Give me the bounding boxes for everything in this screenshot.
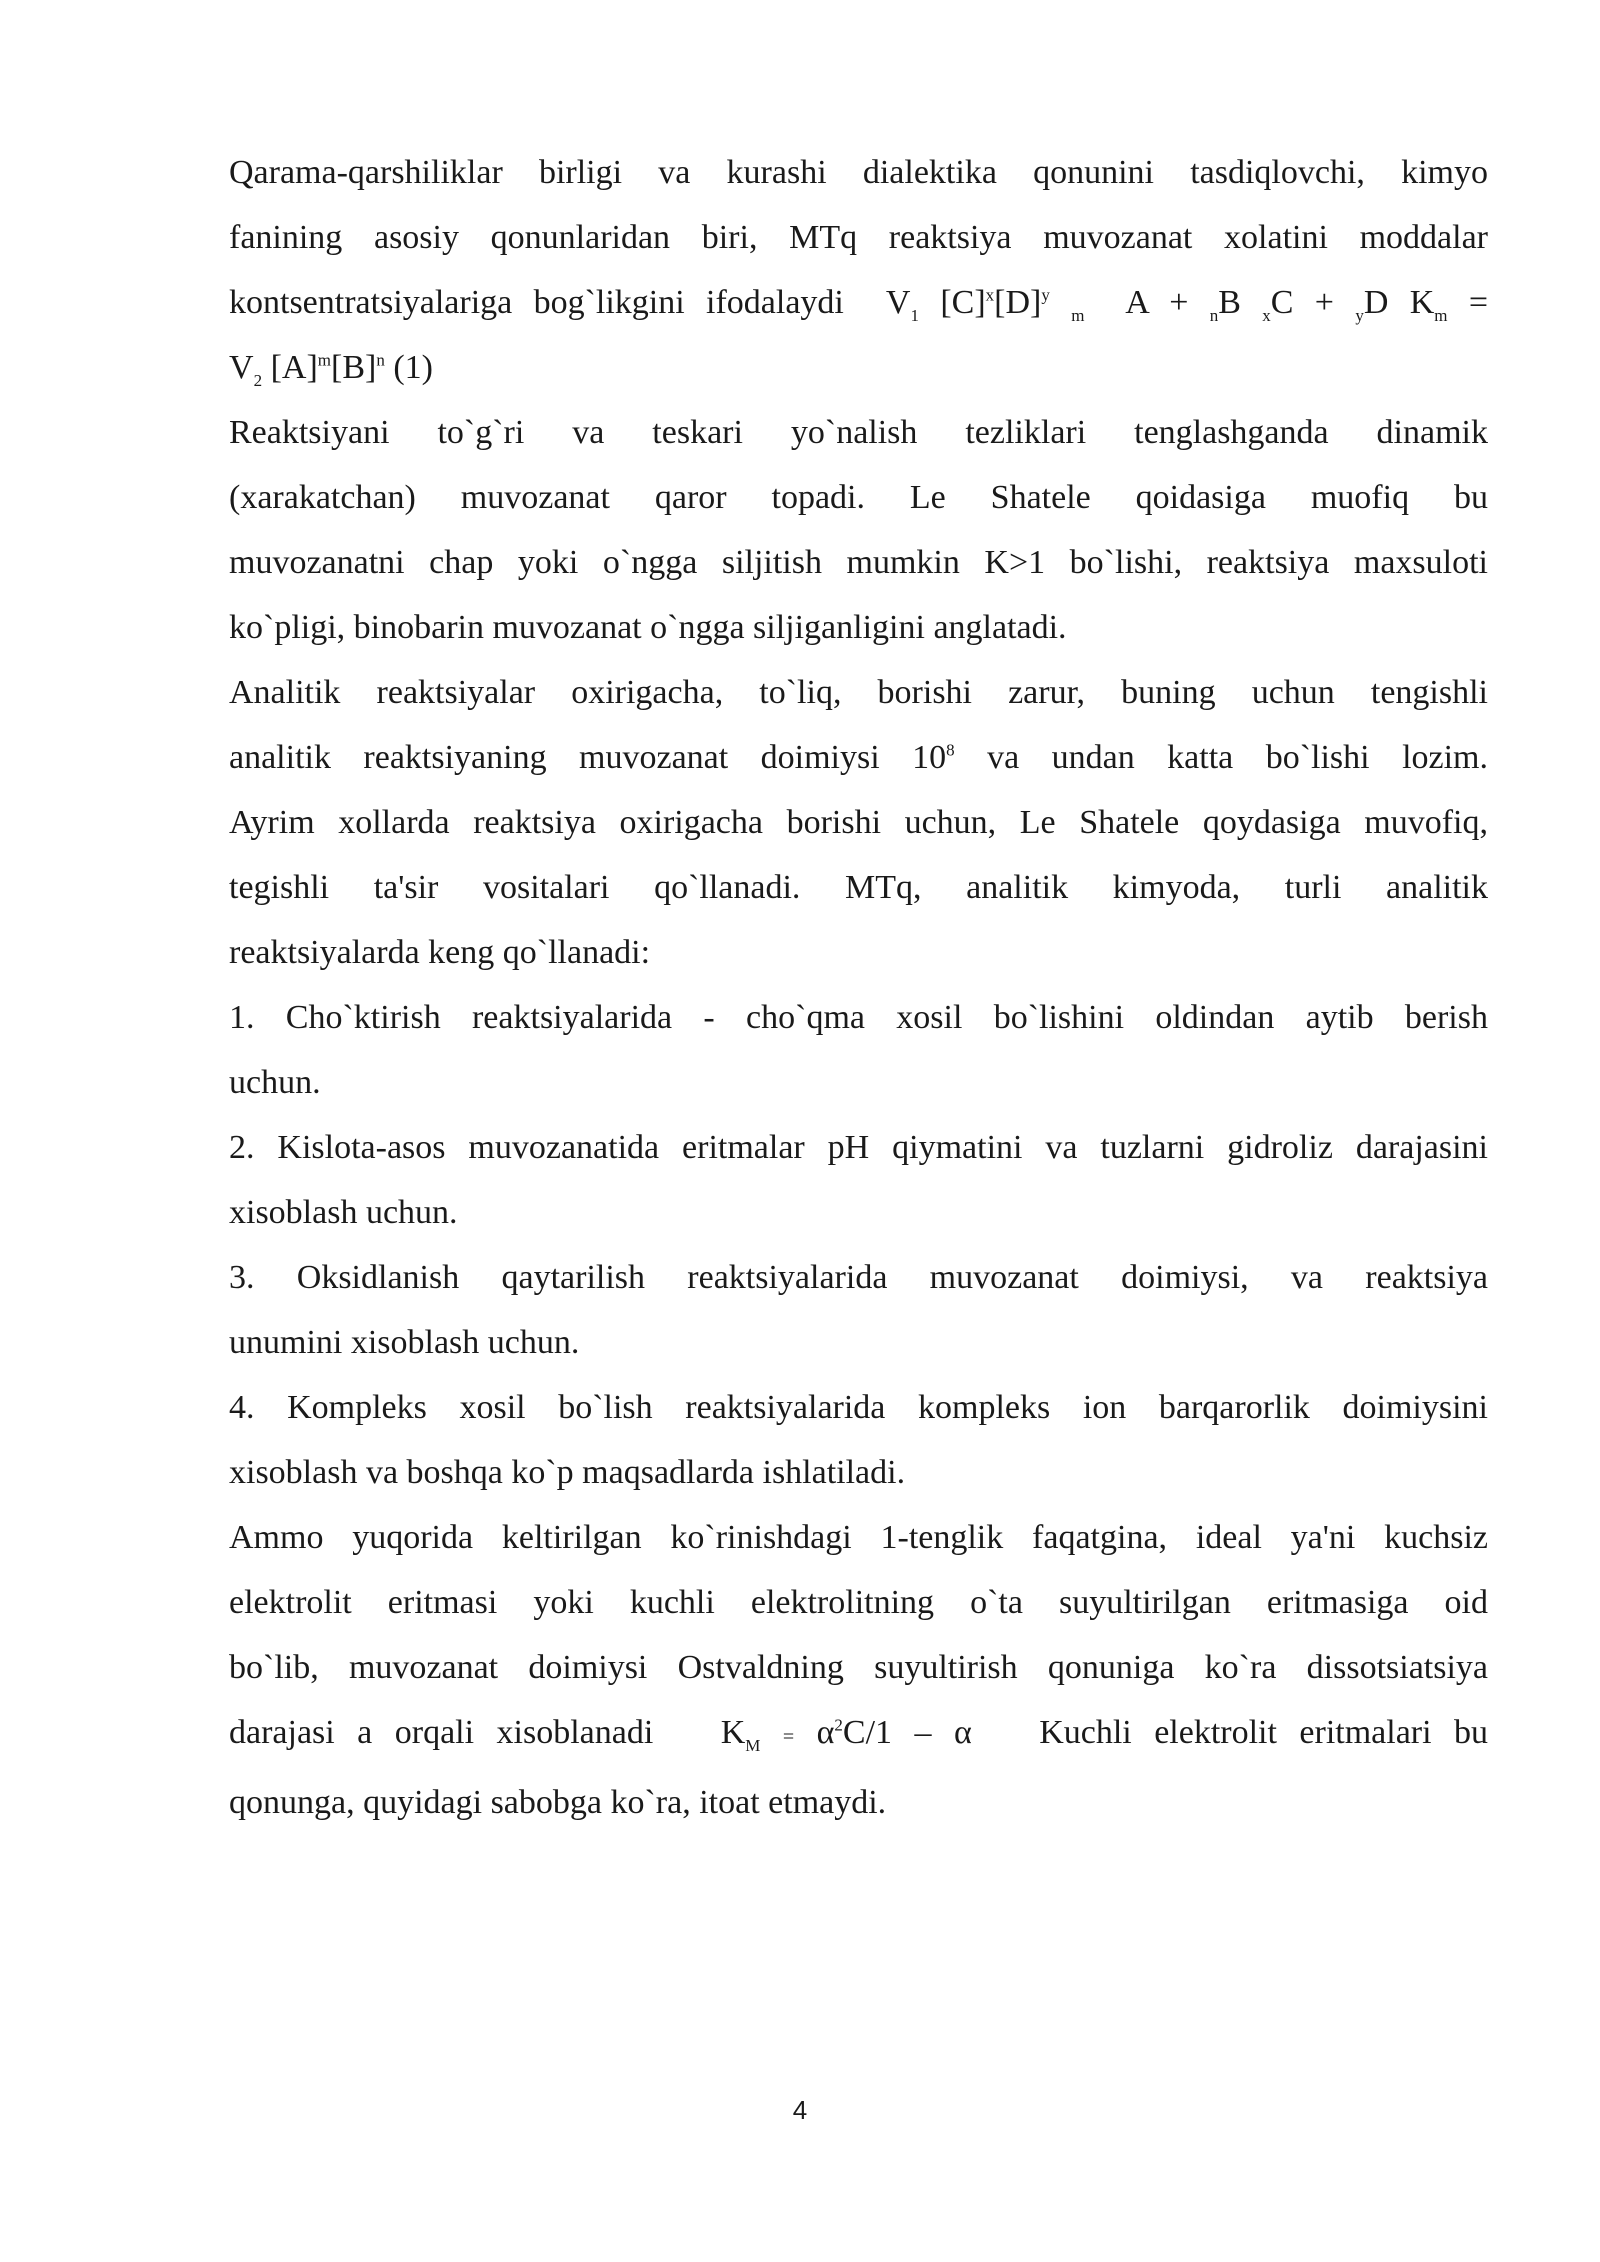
paragraph-line: Reaktsiyani to`g`ri va teskari yo`nalish tezliklari tenglashganda dinamik xyxy=(229,414,1488,451)
list-item-continuation: unumini xisoblash uchun. xyxy=(229,1324,580,1361)
paragraph-line: (xarakatchan) muvozanat qaror topadi. Le Shatele qoidasiga muofiq bu xyxy=(229,479,1488,516)
paragraph-line: qonunga, quyidagi sabobga ko`ra, itoat etmaydi. xyxy=(229,1784,887,1821)
ostwald-formula: $K_M = \alpha^2C/1 - \alpha$ xyxy=(720,1714,972,1755)
list-item-continuation: uchun. xyxy=(229,1064,321,1101)
list-item: 2. Kislota-asos muvozanatida eritmalar pH qiymatini va tuzlarni gidroliz darajasini xyxy=(229,1129,1488,1166)
paragraph-line-with-formula: darajasi a orqali xisoblanadi $K_M = \alpha^2C/1 - \alpha$ Kuchli elektrolit eritmalari bu xyxy=(229,1714,1489,1755)
paragraph-line: tegishli ta'sir vositalari qo`llanadi. MTq, analitik kimyoda, turli analitik xyxy=(229,869,1488,906)
list-item: 1. Cho`ktirish reaktsiyalarida - cho`qma xosil bo`lishini oldindan aytib berish xyxy=(229,999,1488,1036)
list-item-continuation: xisoblash va boshqa ko`p maqsadlarda ishlatiladi. xyxy=(229,1454,906,1491)
equilibrium-formula: $V_1$ $[C]^x[D]^y$ $_m$ A + $_n$B $_x$C + $_y$D $K_m$ = xyxy=(885,284,1489,325)
paragraph-line: reaktsiyalarda keng qo`llanadi: xyxy=(229,934,651,971)
paragraph-line: Ayrim xollarda reaktsiya oxirigacha borishi uchun, Le Shatele qoydasiga muvofiq, xyxy=(229,804,1488,841)
paragraph-line: Ammo yuqorida keltirilgan ko`rinishdagi 1-tenglik faqatgina, ideal ya'ni kuchsiz xyxy=(229,1519,1488,1556)
document-page xyxy=(229,140,1488,1835)
paragraph-line: fanining asosiy qonunlaridan biri, MTq reaktsiya muvozanat xolatini moddalar xyxy=(229,219,1488,256)
page-number: 4 xyxy=(792,2095,808,2125)
text-span: kontsentratsiyalariga bog`likgini ifodalaydi xyxy=(229,284,844,321)
paragraph-line: muvozanatni chap yoki o`ngga siljitish mumkin K>1 bo`lishi, reaktsiya maxsuloti xyxy=(229,544,1488,581)
paragraph-line: Analitik reaktsiyalar oxirigacha, to`liq, borishi zarur, buning uchun tengishli xyxy=(229,674,1488,711)
list-item: 3. Oksidlanish qaytarilish reaktsiyalarida muvozanat doimiysi, va reaktsiya xyxy=(229,1259,1488,1296)
paragraph-line: bo`lib, muvozanat doimiysi Ostvaldning suyultirish qonuniga ko`ra dissotsiatsiya xyxy=(229,1649,1488,1686)
formula-line: $V_2$ $[A]^m[B]^n$ (1) xyxy=(229,349,433,390)
paragraph-line-with-exponent: analitik reaktsiyaning muvozanat doimiysi $10^8$ va undan katta bo`lishi lozim. xyxy=(229,739,1488,776)
list-item-continuation: xisoblash uchun. xyxy=(229,1194,458,1231)
paragraph-line: elektrolit eritmasi yoki kuchli elektrolitning o`ta suyultirilgan eritmasiga oid xyxy=(229,1584,1488,1621)
paragraph-line: ko`pligi, binobarin muvozanat o`ngga siljiganligini anglatadi. xyxy=(229,609,1067,646)
paragraph-line-with-formula xyxy=(229,270,1488,335)
list-item: 4. Kompleks xosil bo`lish reaktsiyalarida kompleks ion barqarorlik doimiysini xyxy=(229,1389,1488,1426)
paragraph-line: Qarama-qarshiliklar birligi va kurashi dialektika qonunini tasdiqlovchi, kimyo xyxy=(229,154,1488,191)
